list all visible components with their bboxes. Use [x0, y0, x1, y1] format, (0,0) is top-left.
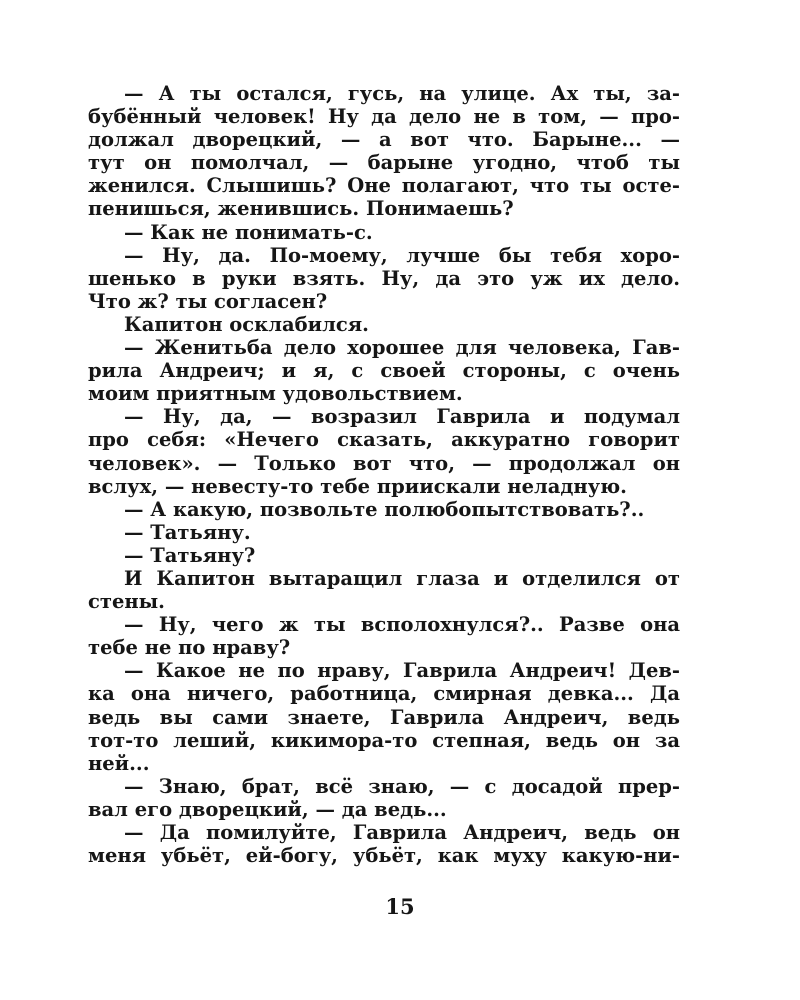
text-line: — А какую, позвольте полюбопытствовать?.. — [124, 497, 645, 521]
text-line: человек». — Только вот что, — продолжал он — [88, 451, 680, 475]
text-line: про себя: «Нечего сказать, аккуратно говорит — [88, 428, 680, 452]
text-line: ней... — [88, 751, 150, 775]
page-text — [88, 82, 680, 867]
text-line: тут он помолчал, — барыне угодно, чтоб ты — [88, 151, 680, 175]
text-line: — Женитьба дело хорошее для человека, Гав- — [124, 336, 680, 360]
text-line: вал его дворецкий, — да ведь... — [88, 797, 447, 821]
page-number: 15 — [385, 894, 415, 919]
text-line: тебе не по нраву? — [88, 636, 291, 660]
text-line: — Знаю, брат, всё знаю, — с досадой прер- — [124, 774, 680, 798]
text-line: — Татьяну. — [124, 520, 251, 544]
text-line: Капитон осклабился. — [124, 312, 369, 336]
text-line: — А ты остался, гусь, на улице. Ах ты, за- — [124, 82, 680, 105]
text-line: бубённый человек! Ну да дело не в том, — про- — [88, 105, 680, 129]
text-line: — Да помилуйте, Гаврила Андреич, ведь он — [124, 821, 680, 844]
text-line: — Ну, да, — возразил Гаврила и подумал — [124, 405, 680, 429]
text-line: И Капитон вытаращил глаза и отделился от — [124, 566, 680, 590]
text-line: ведь вы сами знаете, Гаврила Андреич, ведь — [88, 705, 680, 729]
text-line: должал дворецкий, — а вот что. Барыне... — — [88, 128, 680, 152]
text-line: — Ну, чего ж ты всполохнулся?.. Разве она — [124, 613, 680, 637]
text-line: женился. Слышишь? Оне полагают, что ты осте- — [88, 174, 680, 198]
text-line: — Какое не по нраву, Гаврила Андреич! Дев- — [124, 659, 680, 683]
text-line: стены. — [88, 590, 165, 614]
text-line: — Ну, да. По-моему, лучше бы тебя хоро- — [124, 243, 680, 267]
text-line: — Татьяну? — [124, 543, 256, 567]
text-line: вслух, — невесту-то тебе приискали неладную. — [88, 474, 627, 498]
text-line: Что ж? ты согласен? — [88, 289, 328, 313]
text-line: ка она ничего, работница, смирная девка... Да — [88, 682, 680, 706]
text-line: тот-то леший, кикимора-то степная, ведь он за — [88, 728, 680, 752]
text-line: шенько в руки взять. Ну, да это уж их дело. — [88, 266, 680, 290]
text-line: меня убьёт, ей-богу, убьёт, как муху какую-ни- — [88, 844, 680, 868]
text-line: моим приятным удовольствием. — [88, 382, 463, 406]
text-line: рила Андреич; и я, с своей стороны, с очень — [88, 359, 680, 383]
text-line: пенишься, женившись. Понимаешь? — [88, 197, 514, 221]
text-line: — Как не понимать-с. — [124, 220, 373, 244]
